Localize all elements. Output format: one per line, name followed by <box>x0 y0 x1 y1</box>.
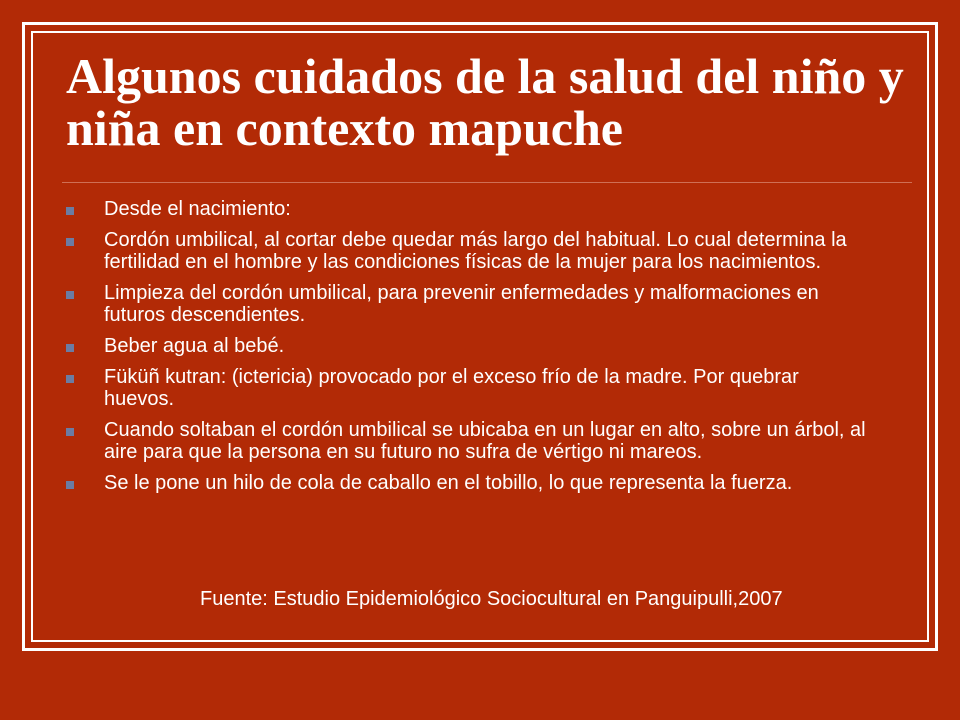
bullet-item <box>66 282 872 326</box>
bullet-item <box>66 366 872 410</box>
bullet-square-icon <box>66 344 74 352</box>
bullet-text: Limpieza del cordón umbilical, para prevenir enfermedades y malformaciones en futuros descendientes. <box>104 282 819 326</box>
bullet-item <box>66 229 872 273</box>
bullet-square-icon <box>66 238 74 246</box>
bullet-item <box>66 419 872 463</box>
bullet-text: Beber agua al bebé. <box>104 335 285 357</box>
slide-title: Algunos cuidados de la salud del niño y niña en contexto mapuche <box>66 48 904 156</box>
bullet-item <box>66 472 872 494</box>
bullet-square-icon <box>66 291 74 299</box>
bullet-square-icon <box>66 481 74 489</box>
bullet-list <box>66 198 872 503</box>
bullet-text: Cordón umbilical, al cortar debe quedar más largo del habitual. Lo cual determina la fertilidad en el hombre y las condiciones físicas de la mujer para los nacimientos. <box>104 229 847 273</box>
bullet-text: Se le pone un hilo de cola de caballo en el tobillo, lo que representa la fuerza. <box>104 472 793 494</box>
bullet-square-icon <box>66 207 74 215</box>
bullet-item <box>66 198 872 220</box>
bullet-square-icon <box>66 428 74 436</box>
bullet-item <box>66 335 872 357</box>
bullet-text: Cuando soltaban el cordón umbilical se ubicaba en un lugar en alto, sobre un árbol, al aire para que la persona en su futuro no sufra de vértigo ni mareos. <box>104 419 866 463</box>
bullet-text: Desde el nacimiento: <box>104 198 291 220</box>
source-citation: Fuente: Estudio Epidemiológico Sociocultural en Panguipulli,2007 <box>200 588 783 610</box>
bullet-text: Füküñ kutran: (ictericia) provocado por el exceso frío de la madre. Por quebrar huevos. <box>104 366 799 410</box>
title-divider <box>62 182 912 183</box>
bullet-square-icon <box>66 375 74 383</box>
